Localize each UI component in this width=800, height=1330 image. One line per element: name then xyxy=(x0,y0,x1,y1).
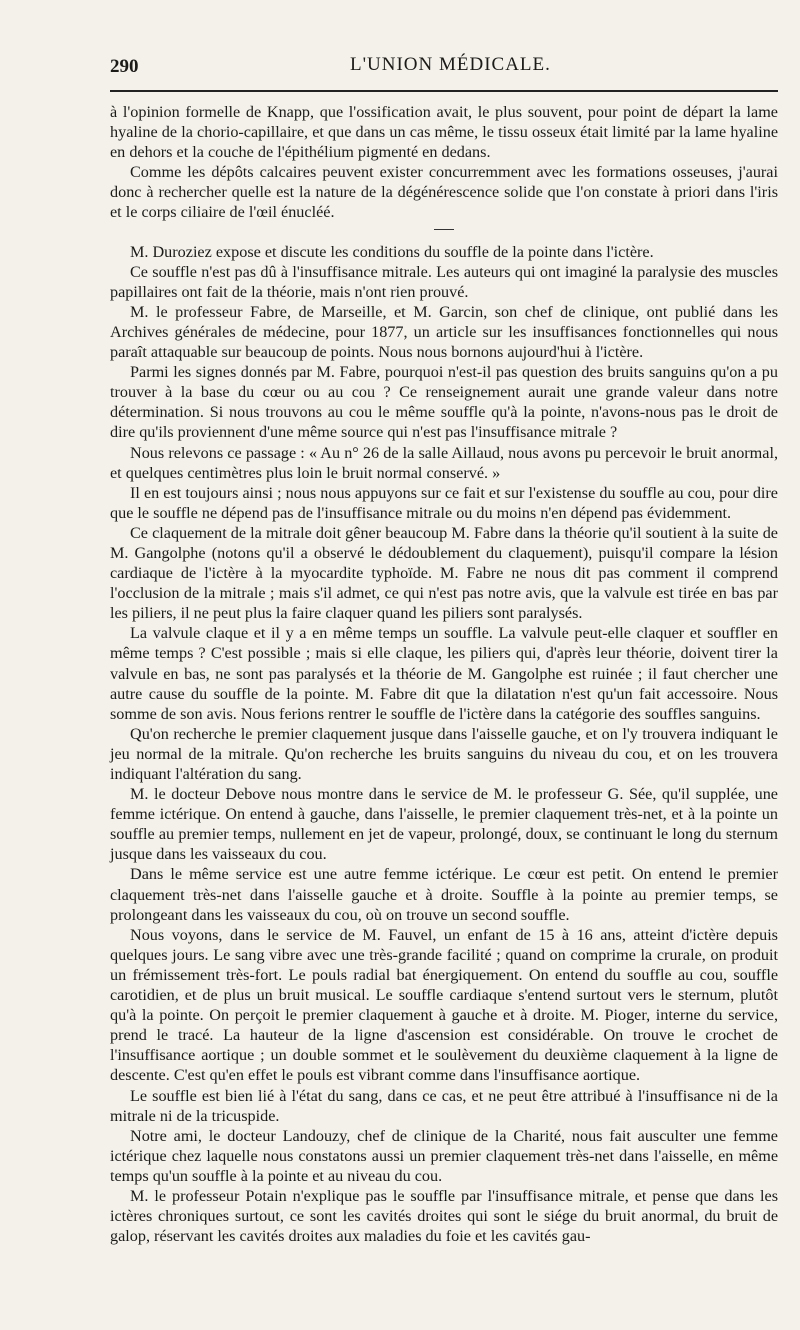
page-number: 290 xyxy=(110,56,139,77)
paragraph: M. le professeur Fabre, de Marseille, et M. Garcin, son chef de clinique, ont publié dans les Archives générales de médecine, pour 1877, un article sur les insuffisances fonctionnelles qui nous paraît attaquable sur beaucoup de points. Nous nous bornons aujourd'hui à l'ictère. xyxy=(110,302,778,362)
paragraph: Parmi les signes donnés par M. Fabre, pourquoi n'est-il pas question des bruits sanguins qu'on a pu trouver à la base du cœur ou au cou ? Ce renseignement aurait une grande valeur dans notre détermination. Si nous trouvons au cou le même souffle qu'à la pointe, n'avons-nous pas le droit de dire qu'ils proviennent d'une même source qui n'est pas l'insuffisance mitrale ? xyxy=(110,363,778,442)
paragraph: Dans le même service est une autre femme ictérique. Le cœur est petit. On entend le premier claquement très-net dans l'aisselle gauche et à droite. Souffle à la pointe au premier temps, se prolongeant dans les vaisseaux du cou, où on trouve un second souffle. xyxy=(110,865,778,924)
paragraph: Ce souffle n'est pas dû à l'insuffisance mitrale. Les auteurs qui ont imaginé la paralysie des muscles papillaires ont fait de la théorie, mais n'ont rien prouvé. xyxy=(110,262,778,301)
paragraph: Ce claquement de la mitrale doit gêner beaucoup M. Fabre dans la théorie qu'il soutient à la suite de M. Gangolphe (notons qu'il a observé le dédoublement du claquement), puisqu'il compare la lésion cardiaque de l'ictère à la myocardite typhoïde. M. Fabre ne nous dit pas comment il comprend l'occlusion de la mitrale ; mais s'il admet, ce qui n'est pas notre avis, que la valvule est tirée en bas par les piliers, il ne peut plus la faire claquer quand les piliers sont paralysés. xyxy=(110,523,778,623)
paragraph: Notre ami, le docteur Landouzy, chef de clinique de la Charité, nous fait ausculter une femme ictérique chez laquelle nous constatons aussi un premier claquement très-net dans l'aisselle, en même temps qu'un souffle à la pointe et au niveau du cou. xyxy=(110,1126,778,1185)
paragraph: Qu'on recherche le premier claquement jusque dans l'aisselle gauche, et on l'y trouvera indiquant le jeu normal de la mitrale. Qu'on recherche les bruits sanguins du niveau du cou, et on les trouvera indiquant l'altération du sang. xyxy=(110,724,778,783)
running-head xyxy=(110,52,778,82)
article-body xyxy=(110,102,778,1246)
paragraph: La valvule claque et il y a en même temps un souffle. La valvule peut-elle claquer et souffler en même temps ? C'est possible ; mais si elle claque, les piliers qui, d'après leur théorie, doivent tirer la valvule en bas, ne sont pas paralysés et la théorie de M. Gangolphe est ruinée ; il faut chercher une autre cause du souffle de la pointe. M. Fabre dit que la dilatation n'est qu'un fait accessoire. Nous somme de son avis. Nous ferions rentrer le souffle de l'ictère dans la catégorie des souffles sanguins. xyxy=(110,624,778,723)
paragraph: M. le docteur Debove nous montre dans le service de M. le professeur G. Sée, qu'il supplée, une femme ictérique. On entend à gauche, dans l'aisselle, le premier claquement très-net, et à la pointe un souffle au premier temps, nullement en jet de vapeur, prolongé, doux, se continuant le long du sternum jusque dans les vaisseaux du cou. xyxy=(110,785,778,864)
paragraph: M. Duroziez expose et discute les conditions du souffle de la pointe dans l'ictère. xyxy=(130,242,654,261)
paragraph: M. le professeur Potain n'explique pas le souffle par l'insuffisance mitrale, et pense que dans les ictères chroniques surtout, ce sont les cavités droites qui sont le siége du bruit anormal, du bruit de galop, réservant les cavités droites aux maladies du foie et les cavités gau- xyxy=(110,1186,778,1246)
journal-title: L'UNION MÉDICALE. xyxy=(350,54,551,75)
paragraph: à l'opinion formelle de Knapp, que l'ossification avait, le plus souvent, pour point de départ la lame hyaline de la chorio-capillaire, et que dans un cas même, le tissu osseux était limité par la lame hyaline en dehors et la couche de l'épithélium pigmenté en dedans. xyxy=(110,103,778,162)
header-rule xyxy=(110,90,778,92)
paragraph: Nous relevons ce passage : « Au n° 26 de la salle Aillaud, nous avons pu percevoir le bruit anormal, et quelques centimètres plus loin le bruit normal conservé. » xyxy=(110,443,778,482)
section-separator xyxy=(434,229,454,230)
paragraph: Nous voyons, dans le service de M. Fauvel, un enfant de 15 à 16 ans, atteint d'ictère depuis quelques jours. Le sang vibre avec une très-grande facilité ; quand on comprime la crurale, on produit un frémissement très-fort. Le pouls radial bat énergiquement. On entend du souffle au cou, souffle carotidien, et de plus un bruit musical. Le souffle cardiaque s'entend surtout vers le sternum, plutôt qu'à la pointe. On perçoit le premier claquement à gauche et à droite. M. Pioger, interne du service, prend le tracé. La hauteur de la ligne d'ascension est considérable. On trouve le crochet de l'insuffisance aortique ; un double sommet et le soulèvement du deuxième claquement à la ligne de descente. C'est qu'en effet le pouls est vibrant comme dans l'insuffisance aortique. xyxy=(110,925,778,1085)
paragraph: Comme les dépôts calcaires peuvent exister concurremment avec les formations osseuses, j'aurai donc à rechercher quelle est la nature de la dégénérescence solide que l'on constate à priori dans l'iris et le corps ciliaire de l'œil énucléé. xyxy=(110,163,778,222)
paragraph: Le souffle est bien lié à l'état du sang, dans ce cas, et ne peut être attribué à l'insuffisance ni de la mitrale ni de la tricuspide. xyxy=(110,1086,778,1125)
paragraph: Il en est toujours ainsi ; nous nous appuyons sur ce fait et sur l'existense du souffle au cou, pour dire que le souffle ne dépend pas de l'insuffisance mitrale ou du moins n'en dépend pas évidemment. xyxy=(110,483,778,522)
